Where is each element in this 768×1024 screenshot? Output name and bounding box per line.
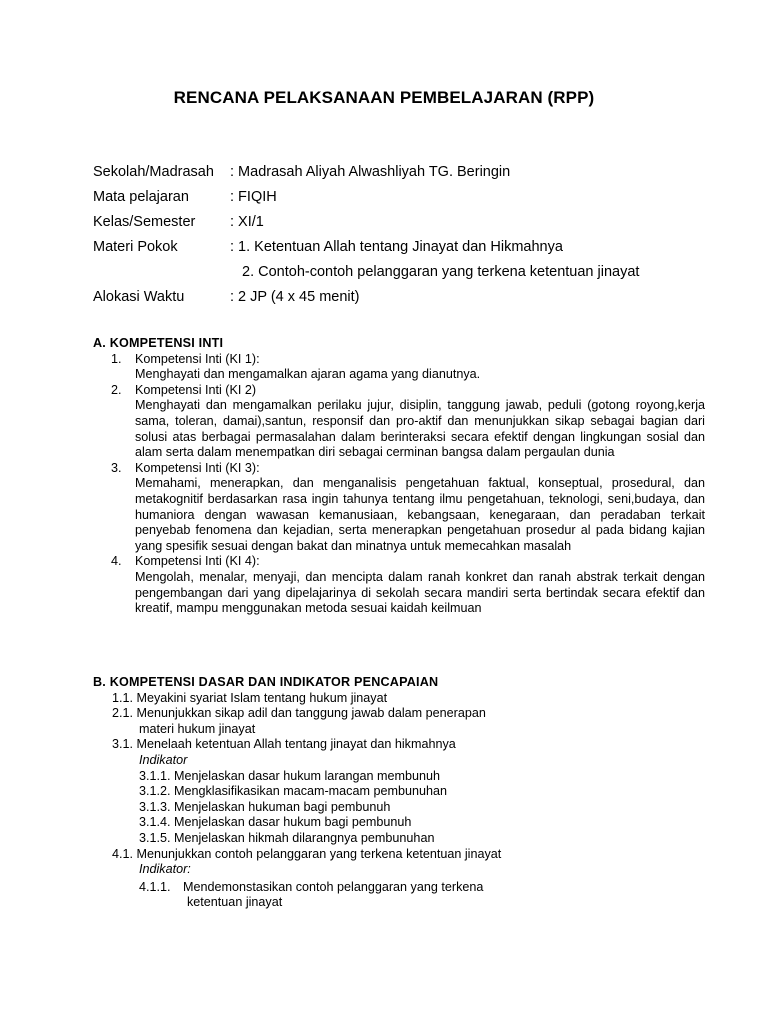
indicator-item: 3.1.2. Mengklasifikasikan macam-macam pembunuhan — [139, 784, 447, 799]
ki-body: Menghayati dan mengamalkan perilaku jujur, disiplin, tanggung jawab, peduli (gotong royong,kerja sama, toleran, damai),santun, responsif dan pro-aktif dan menunjukkan sikap sebagai bagian dari solusi atas berbagai permasalahan dalam berinteraksi secara efektif dengan lingkungan sosial dan alam serta dalam menempatkan diri sebagai cerminan bangsa dalam pergaulan dunia — [135, 398, 705, 460]
indicator-text: Mendemonstasikan contoh pelanggaran yang terkena — [183, 879, 484, 894]
school-value: : Madrasah Aliyah Alwashliyah TG. Beringin — [230, 164, 511, 180]
indicator-item: 3.1.5. Menjelaskan hikmah dilarangnya pembunuhan — [139, 830, 435, 845]
class-value: : XI/1 — [230, 214, 264, 230]
ki-item-2 — [93, 383, 705, 461]
kd-2-1-continued: materi hukum jinayat — [139, 721, 256, 736]
indikator-label-2: Indikator: — [139, 862, 191, 877]
ki-heading: Kompetensi Inti (KI 3): — [135, 460, 260, 475]
subject-label: Mata pelajaran — [93, 189, 189, 205]
ki-heading: Kompetensi Inti (KI 2) — [135, 382, 257, 397]
indicator-item: 3.1.4. Menjelaskan dasar hukum bagi pembunuh — [139, 815, 412, 830]
ki-item-1 — [93, 352, 705, 383]
indicator-item: 3.1.1. Menjelaskan dasar hukum larangan membunuh — [139, 768, 441, 783]
document-title: RENCANA PELAKSANAAN PEMBELAJARAN (RPP) — [173, 88, 595, 107]
subject-value: : FIQIH — [230, 189, 277, 205]
ki-heading: Kompetensi Inti (KI 1): — [135, 351, 260, 366]
ki-heading: Kompetensi Inti (KI 4): — [135, 554, 260, 569]
ki-number: 4. — [111, 554, 122, 569]
time-label: Alokasi Waktu — [93, 289, 185, 305]
section-kompetensi-inti — [93, 336, 705, 617]
section-b-title: B. KOMPETENSI DASAR DAN INDIKATOR PENCAPAIAN — [93, 675, 439, 689]
kd-4-1: 4.1. Menunjukkan contoh pelanggaran yang terkena ketentuan jinayat — [112, 846, 502, 861]
section-a-title: A. KOMPETENSI INTI — [93, 336, 224, 350]
school-label: Sekolah/Madrasah — [93, 164, 214, 180]
ki-item-4 — [93, 554, 705, 616]
ki-item-3 — [93, 461, 705, 555]
ki-body: Memahami, menerapkan, dan menganalisis pengetahuan faktual, konseptual, prosedural, dan metakognitif berdasarkan rasa ingin tahunya tentang ilmu pengetahuan, teknologi, seni,budaya, dan humaniora dengan wawasan kemanusiaan, kebangsaan, kenegaraan, dan peradaban terkait penyebab fenomena dan kejadian, serta menerapkan pengetahuan prosedur al pada bidang kajian yang spesifik sesuai dengan bakat dan minatnya untuk memecahkan masalah — [135, 476, 705, 553]
ki-number: 1. — [111, 351, 122, 366]
material-value-1: : 1. Ketentuan Allah tentang Jinayat dan Hikmahnya — [230, 239, 563, 255]
indicator-number: 4.1.1. — [139, 879, 171, 894]
kd-2-1: 2.1. Menunjukkan sikap adil dan tanggung jawab dalam penerapan — [112, 706, 486, 721]
section-kompetensi-dasar — [93, 675, 705, 911]
ki-body: Mengolah, menalar, menyaji, dan mencipta dalam ranah konkret dan ranah abstrak terkait dengan pengembangan dari yang dipelajarinya di sekolah secara mandiri serta bertindak secara efektif dan kreatif, mampu menggunakan metoda sesuai kaidah keilmuan — [135, 569, 705, 616]
ki-body: Menghayati dan mengamalkan ajaran agama yang dianutnya. — [135, 367, 481, 382]
material-label: Materi Pokok — [93, 239, 178, 255]
ki-number: 2. — [111, 382, 122, 397]
indikator-label: Indikator — [139, 752, 188, 767]
kd-1-1: 1.1. Meyakini syariat Islam tentang hukum jinayat — [112, 690, 388, 705]
indicator-item-4-1-1 — [93, 880, 705, 896]
time-value: : 2 JP (4 x 45 menit) — [230, 289, 360, 305]
ki-number: 3. — [111, 460, 122, 475]
material-value-2: 2. Contoh-contoh pelanggaran yang terkena ketentuan jinayat — [242, 264, 640, 280]
indicator-item: 3.1.3. Menjelaskan hukuman bagi pembunuh — [139, 799, 391, 814]
class-label: Kelas/Semester — [93, 214, 196, 230]
indicator-text-continued: ketentuan jinayat — [187, 895, 283, 910]
kd-3-1: 3.1. Menelaah ketentuan Allah tentang jinayat dan hikmahnya — [112, 737, 456, 752]
